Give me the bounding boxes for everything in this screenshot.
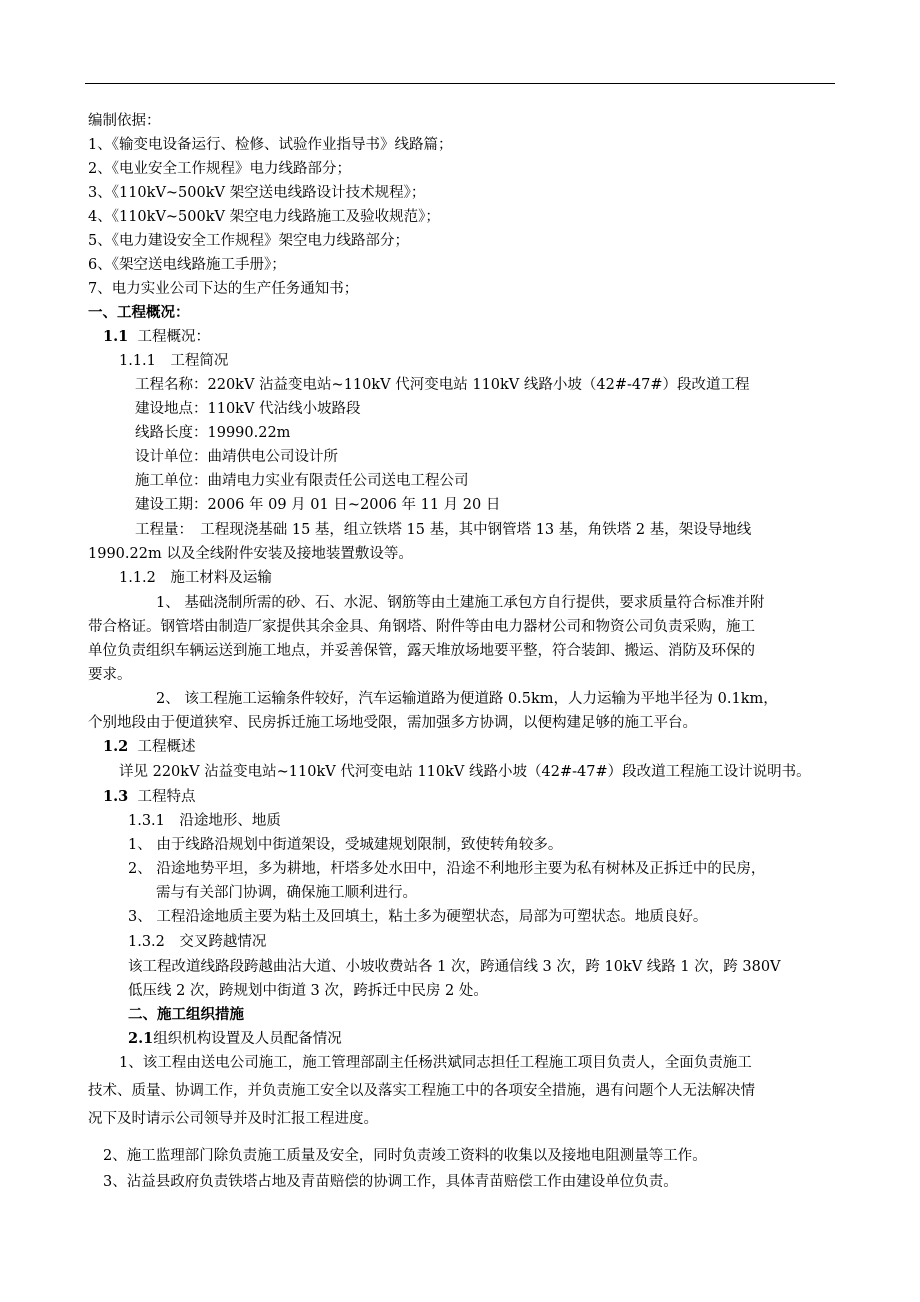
section-number: 1.3 xyxy=(103,788,129,805)
terrain-item-cont: 需与有关部门协调，确保施工顺利进行。 xyxy=(156,885,417,901)
organization-paragraph: 1、该工程由送电公司施工，施工管理部副主任杨洪斌同志担任工程施工项目负责人，全面负责施工 xyxy=(119,1055,752,1071)
organization-paragraph-cont: 技术、质量、协调工作，并负责施工安全以及落实工程施工中的各项安全措施，遇有问题个人无法解决情 xyxy=(88,1083,755,1099)
section-1-1-1-heading: 1.1.1 工程简况 xyxy=(119,353,229,369)
design-unit: 设计单位：曲靖供电公司设计所 xyxy=(135,449,338,465)
overview-text: 详见 220kV 沾益变电站~110kV 代河变电站 110kV 线路小坡（42#-47#）段改道工程施工设计说明书。 xyxy=(119,764,811,780)
work-quantity: 工程量： 工程现浇基础 15 基，组立铁塔 15 基，其中钢管塔 13 基，角铁塔 2 基，架设导地线 xyxy=(135,522,752,538)
basis-item: 6、《架空送电线路施工手册》； xyxy=(88,257,286,273)
basis-item: 5、《电力建设安全工作规程》架空电力线路部分； xyxy=(88,233,409,249)
section-number: 1.2 xyxy=(103,738,129,755)
basis-item: 4、《110kV~500kV 架空电力线路施工及验收规范》； xyxy=(88,209,440,225)
basis-item: 7、电力实业公司下达的生产任务通知书； xyxy=(88,281,359,297)
section-1-3-2-heading: 1.3.2 交叉跨越情况 xyxy=(128,934,267,950)
terrain-item: 3、 工程沿途地质主要为粘土及回填土，粘土多为硬塑状态，局部为可塑状态。地质良好。 xyxy=(128,909,708,925)
terrain-item: 1、 由于线路沿规划中街道架设，受城建规划限制，致使转角较多。 xyxy=(128,837,563,853)
basis-item: 1、《输变电设备运行、检修、试验作业指导书》线路篇； xyxy=(88,137,453,153)
header-rule xyxy=(85,83,835,84)
materials-paragraph: 1、 基础浇制所需的砂、石、水泥、钢筋等由土建施工承包方自行提供，要求质量符合标准并附 xyxy=(156,595,765,611)
section-1-3-1-heading: 1.3.1 沿途地形、地质 xyxy=(128,813,281,829)
section-title: 工程概述 xyxy=(137,739,196,755)
transport-paragraph: 2、 该工程施工运输条件较好，汽车运输道路为便道路 0.5km，人力运输为平地半径为 0.1km， xyxy=(156,691,778,707)
section-title: 组织机构设置及人员配备情况 xyxy=(153,1031,342,1047)
basis-item: 3、《110kV~500kV 架空送电线路设计技术规程》； xyxy=(88,185,426,201)
transport-paragraph-cont: 个别地段由于便道狭窄、民房拆迁施工场地受限，需加强多方协调，以便构建足够的施工平台。 xyxy=(88,715,697,731)
organization-paragraph-cont: 况下及时请示公司领导并及时汇报工程进度。 xyxy=(88,1111,378,1127)
project-length: 线路长度：19990.22m xyxy=(135,425,291,441)
section-2-1-heading xyxy=(128,1029,342,1049)
section-1-1-2-heading: 1.1.2 施工材料及运输 xyxy=(119,570,272,586)
section-1-1-heading xyxy=(103,327,210,347)
materials-paragraph-cont: 单位负责组织车辆运送到施工地点，并妥善保管，露天堆放场地要平整，符合装卸、搬运、消防及环保的 xyxy=(88,643,755,659)
section-1-heading: 一、工程概况： xyxy=(88,304,190,321)
project-site: 建设地点：110kV 代沾线小坡路段 xyxy=(135,401,361,417)
section-title: 工程特点 xyxy=(137,789,196,805)
project-name: 工程名称：220kV 沾益变电站~110kV 代河变电站 110kV 线路小坡（42#-47#）段改道工程 xyxy=(135,377,750,393)
section-number: 2.1 xyxy=(128,1030,154,1047)
work-quantity-cont: 1990.22m 以及全线附件安装及接地装置敷设等。 xyxy=(88,546,413,562)
construction-period: 建设工期：2006 年 09 月 01 日~2006 年 11 月 20 日 xyxy=(135,497,501,513)
materials-paragraph-cont: 要求。 xyxy=(88,667,132,683)
materials-paragraph-cont: 带合格证。钢管塔由制造厂家提供其余金具、角钢塔、附件等由电力器材公司和物资公司负责采购，施工 xyxy=(88,619,755,635)
construction-unit: 施工单位：曲靖电力实业有限责任公司送电工程公司 xyxy=(135,473,469,489)
basis-heading: 编制依据： xyxy=(88,113,161,129)
section-number: 1.1 xyxy=(103,328,129,345)
section-title: 工程概况： xyxy=(137,329,210,345)
compensation-paragraph: 3、沾益县政府负责铁塔占地及青苗赔偿的协调工作，具体青苗赔偿工作由建设单位负责。 xyxy=(103,1174,678,1190)
basis-item: 2、《电业安全工作规程》电力线路部分； xyxy=(88,161,351,177)
crossing-text-cont: 低压线 2 次，跨规划中街道 3 次，跨拆迁中民房 2 处。 xyxy=(128,983,488,999)
section-1-2-heading xyxy=(103,737,195,757)
section-1-3-heading xyxy=(103,787,195,807)
crossing-text: 该工程改道线路段跨越曲沾大道、小坡收费站各 1 次，跨通信线 3 次，跨 10kV 线路 1 次，跨 380V xyxy=(128,959,781,975)
section-2-heading: 二、施工组织措施 xyxy=(128,1006,244,1023)
terrain-item: 2、 沿途地势平坦，多为耕地，杆塔多处水田中，沿途不利地形主要为私有树林及正拆迁中的民房， xyxy=(128,861,766,877)
supervision-paragraph: 2、施工监理部门除负责施工质量及安全，同时负责竣工资料的收集以及接地电阻测量等工作。 xyxy=(103,1148,707,1164)
